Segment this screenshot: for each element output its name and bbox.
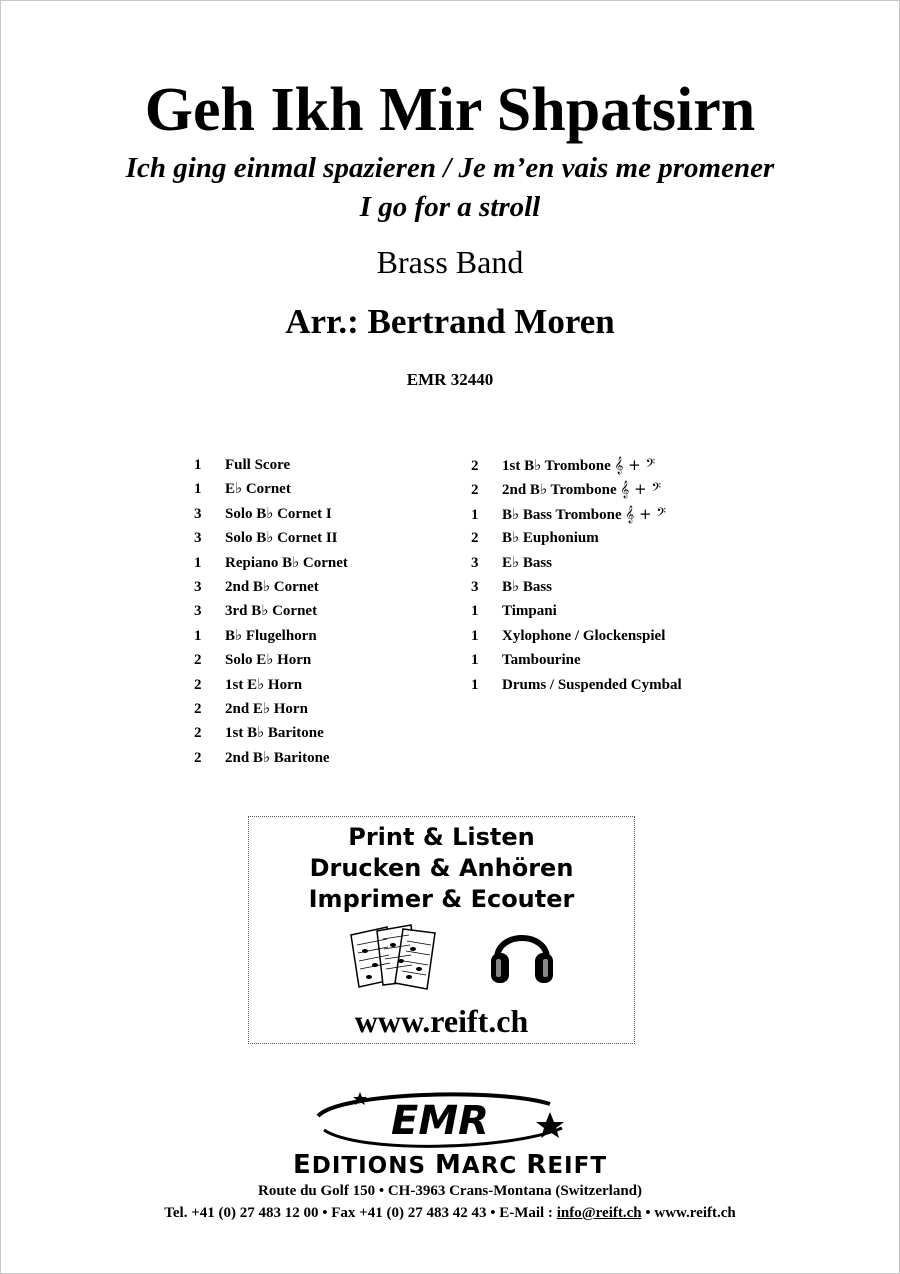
part-name: 2nd B♭ Baritone bbox=[225, 749, 330, 766]
part-name: Solo B♭ Cornet II bbox=[225, 530, 338, 547]
part-name: Timpani bbox=[502, 603, 557, 620]
part-name: E♭ Cornet bbox=[225, 481, 291, 498]
parts-list-left bbox=[194, 453, 348, 770]
clef-icons: 𝄞 + 𝄢 bbox=[625, 504, 666, 523]
part-name: B♭ Euphonium bbox=[502, 530, 599, 547]
part-row bbox=[194, 697, 348, 721]
part-row bbox=[471, 477, 682, 501]
part-row bbox=[194, 648, 348, 672]
promo-line-french: Imprimer & Ecouter bbox=[308, 885, 575, 913]
part-name: B♭ Flugelhorn bbox=[225, 627, 317, 644]
arranger: Arr.: Bertrand Moren bbox=[285, 302, 615, 341]
part-name: Full Score bbox=[225, 457, 291, 473]
part-quantity: 2 bbox=[471, 530, 479, 547]
emr-logo-text: EMR bbox=[391, 1098, 489, 1144]
part-row bbox=[471, 453, 682, 477]
part-name: 2nd B♭ Cornet bbox=[225, 578, 319, 595]
part-row bbox=[194, 624, 348, 648]
part-name: B♭ Bass Trombone bbox=[502, 506, 622, 523]
part-quantity: 2 bbox=[194, 700, 202, 717]
email-link[interactable]: info@reift.ch bbox=[556, 1205, 642, 1221]
part-name: Xylophone / Glockenspiel bbox=[502, 627, 666, 644]
publisher-address: Route du Golf 150 • CH-3963 Crans-Montana (Switzerland) bbox=[258, 1183, 642, 1199]
part-quantity: 1 bbox=[471, 627, 479, 644]
subtitle-english: I go for a stroll bbox=[359, 191, 541, 223]
part-row bbox=[194, 575, 348, 599]
subtitle-translations: Ich ging einmal spazieren / Je m’en vais me promener bbox=[125, 152, 775, 184]
part-row bbox=[471, 624, 682, 648]
part-row bbox=[194, 453, 348, 477]
promo-line-german: Drucken & Anhören bbox=[309, 854, 574, 882]
part-row bbox=[194, 477, 348, 501]
part-name: Tambourine bbox=[502, 652, 581, 669]
part-row bbox=[194, 746, 348, 770]
part-quantity: 3 bbox=[194, 578, 202, 595]
part-name: Repiano B♭ Cornet bbox=[225, 554, 348, 571]
part-name: Solo E♭ Horn bbox=[225, 652, 312, 669]
part-name: Drums / Suspended Cymbal bbox=[502, 676, 682, 693]
part-quantity: 1 bbox=[471, 652, 479, 669]
part-name: 1st E♭ Horn bbox=[225, 676, 303, 693]
part-row bbox=[194, 673, 348, 697]
part-row bbox=[471, 648, 682, 672]
part-name: 1st B♭ Trombone bbox=[502, 458, 611, 474]
part-quantity: 1 bbox=[194, 481, 202, 498]
promo-website[interactable]: www.reift.ch bbox=[354, 1003, 529, 1039]
part-quantity: 2 bbox=[194, 749, 202, 766]
part-name: 3rd B♭ Cornet bbox=[225, 603, 318, 620]
part-quantity: 1 bbox=[471, 676, 479, 693]
headphones-icon bbox=[487, 917, 557, 987]
part-quantity: 2 bbox=[194, 676, 202, 693]
clef-icons: 𝄞 + 𝄢 bbox=[614, 456, 656, 474]
catalog-number: EMR 32440 bbox=[406, 370, 494, 389]
publisher-contact: Tel. +41 (0) 27 483 12 00 • Fax +41 (0) 27 483 42 43 • E-Mail : info@reift.ch • www.reift.ch bbox=[164, 1205, 736, 1221]
part-row bbox=[471, 526, 682, 550]
part-quantity: 3 bbox=[471, 554, 479, 571]
part-row bbox=[471, 599, 682, 623]
part-name: B♭ Bass bbox=[502, 578, 553, 595]
part-name: E♭ Bass bbox=[502, 554, 553, 571]
part-quantity: 2 bbox=[194, 725, 202, 742]
print-listen-box bbox=[248, 816, 635, 1044]
emr-logo bbox=[300, 1088, 580, 1154]
part-row bbox=[471, 673, 682, 697]
part-quantity: 1 bbox=[471, 506, 479, 523]
part-row bbox=[194, 599, 348, 623]
instrumentation: Brass Band bbox=[376, 244, 524, 280]
score-title: Geh Ikh Mir Shpatsirn bbox=[144, 76, 756, 144]
part-row bbox=[471, 575, 682, 599]
part-quantity: 2 bbox=[194, 652, 202, 669]
part-quantity: 3 bbox=[194, 505, 202, 522]
publisher-name: EDITIONS MARC REIFT bbox=[292, 1150, 608, 1180]
part-name: 2nd E♭ Horn bbox=[225, 700, 308, 717]
part-row bbox=[194, 721, 348, 745]
part-quantity: 1 bbox=[194, 554, 202, 571]
part-quantity: 1 bbox=[471, 603, 479, 620]
part-name: 1st B♭ Baritone bbox=[225, 725, 324, 742]
part-quantity: 3 bbox=[194, 603, 202, 620]
clef-icons: 𝄞 + 𝄢 bbox=[620, 480, 661, 499]
part-quantity: 2 bbox=[471, 482, 479, 499]
part-row bbox=[194, 502, 348, 526]
part-row bbox=[471, 502, 682, 526]
part-quantity: 2 bbox=[471, 458, 479, 474]
part-quantity: 3 bbox=[471, 578, 479, 595]
parts-list-right bbox=[471, 453, 682, 697]
promo-line-english: Print & Listen bbox=[348, 823, 535, 851]
part-row bbox=[194, 526, 348, 550]
sheet-music-icon bbox=[347, 921, 443, 993]
part-row bbox=[194, 551, 348, 575]
part-quantity: 1 bbox=[194, 457, 202, 473]
part-quantity: 1 bbox=[194, 627, 202, 644]
part-name: Solo B♭ Cornet I bbox=[225, 505, 332, 522]
part-name: 2nd B♭ Trombone bbox=[502, 482, 617, 499]
part-quantity: 3 bbox=[194, 530, 202, 547]
part-row bbox=[471, 551, 682, 575]
